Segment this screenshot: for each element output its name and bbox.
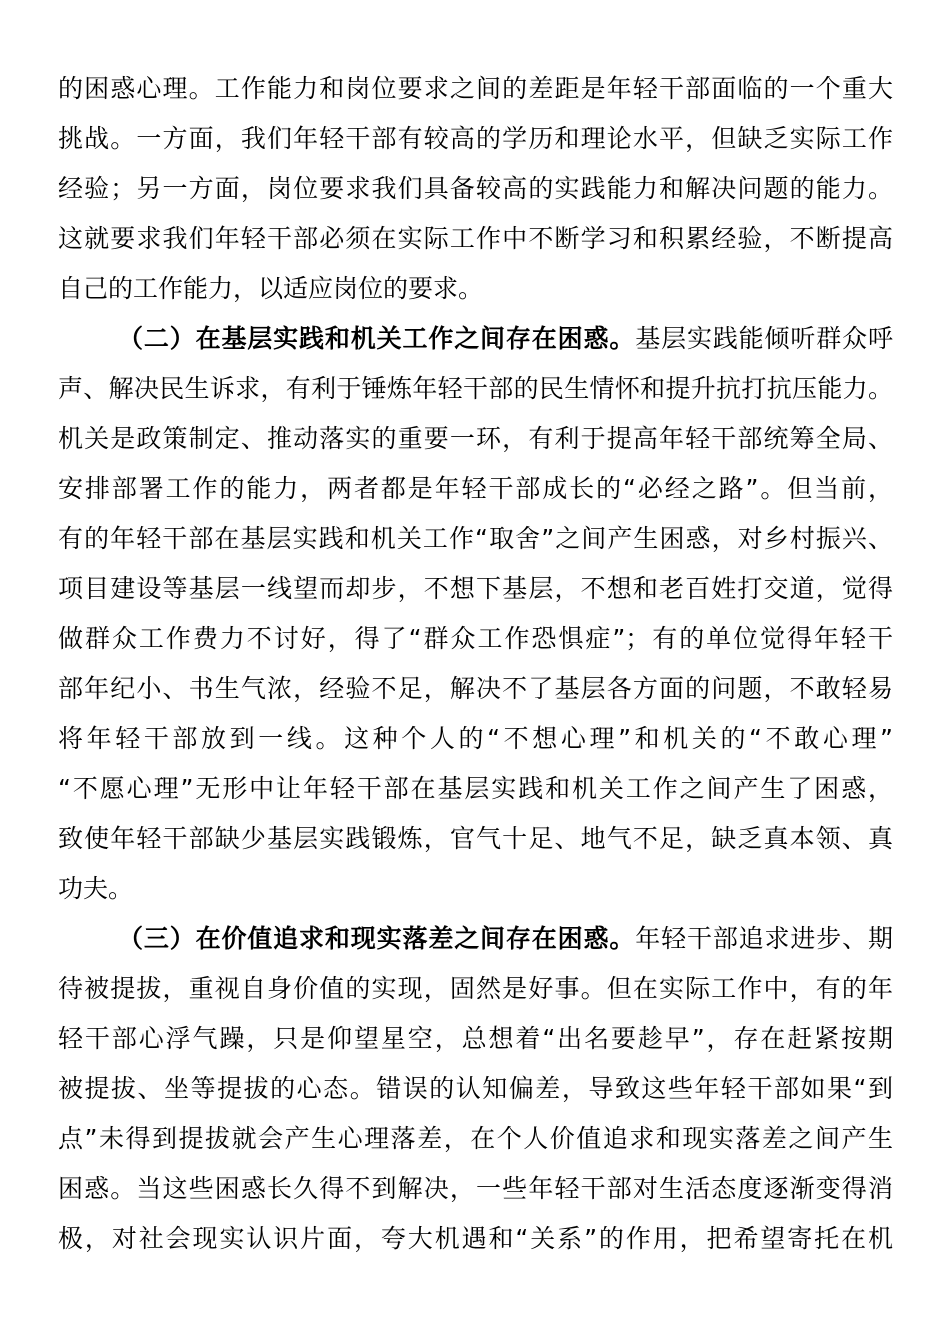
section-3-paragraph [58,914,893,1264]
text-line: 机关是政策制定、推动落实的重要一环，有利于提高年轻干部统筹全局、 [58,424,893,453]
section-3-first-line [58,914,893,964]
text-line: 点”未得到提拔就会产生心理落差，在个人价值追求和现实落差之间产生 [58,1124,893,1153]
section-2-first-line [58,314,893,364]
text-line: 被提拔、坐等提拔的心态。错误的认知偏差，导致这些年轻干部如果“到 [58,1074,893,1103]
document-body [58,64,893,1264]
text-line: 经验；另一方面，岗位要求我们具备较高的实践能力和解决问题的能力。 [58,174,893,203]
text-line: 困惑。当这些困惑长久得不到解决，一些年轻干部对生活态度逐渐变得消 [58,1174,893,1203]
text-line: 部年纪小、书生气浓，经验不足，解决不了基层各方面的问题，不敢轻易 [58,674,893,703]
text-line: 将年轻干部放到一线。这种个人的“不想心理”和机关的“不敢心理” [58,724,893,753]
text-line: 项目建设等基层一线望而却步，不想下基层，不想和老百姓打交道，觉得 [58,574,893,603]
section-2-first-line-text: 基层实践能倾听群众呼 [635,324,893,353]
section-2-heading: （二）在基层实践和机关工作之间存在困惑。 [118,324,636,353]
text-line: 自己的工作能力，以适应岗位的要求。 [58,274,484,303]
text-line: 轻干部心浮气躁，只是仰望星空，总想着“出名要趁早”，存在赶紧按期 [58,1024,893,1053]
text-line: 极，对社会现实认识片面，夸大机遇和“关系”的作用，把希望寄托在机 [58,1224,893,1253]
text-line: 待被提拔，重视自身价值的实现，固然是好事。但在实际工作中，有的年 [58,974,893,1003]
text-line: 致使年轻干部缺少基层实践锻炼，官气十足、地气不足，缺乏真本领、真 [58,824,893,853]
text-line: 有的年轻干部在基层实践和机关工作“取舍”之间产生困惑，对乡村振兴、 [58,524,893,553]
text-line: 做群众工作费力不讨好，得了“群众工作恐惧症”；有的单位觉得年轻干 [58,624,893,653]
text-line: 功夫。 [58,874,134,903]
text-line: 安排部署工作的能力，两者都是年轻干部成长的“必经之路”。但当前， [58,474,893,503]
text-line: 挑战。一方面，我们年轻干部有较高的学历和理论水平，但缺乏实际工作 [58,124,893,153]
text-line: 声、解决民生诉求，有利于锤炼年轻干部的民生情怀和提升抗打抗压能力。 [58,374,893,403]
text-line: 的困惑心理。工作能力和岗位要求之间的差距是年轻干部面临的一个重大 [58,74,893,103]
text-line: 这就要求我们年轻干部必须在实际工作中不断学习和积累经验，不断提高 [58,224,893,253]
section-3-heading: （三）在价值追求和现实落差之间存在困惑。 [118,924,636,953]
section-3-first-line-text: 年轻干部追求进步、期 [635,924,893,953]
section-2-paragraph [58,314,893,914]
paragraph-1 [58,64,893,314]
text-line: “不愿心理”无形中让年轻干部在基层实践和机关工作之间产生了困惑， [58,774,893,803]
